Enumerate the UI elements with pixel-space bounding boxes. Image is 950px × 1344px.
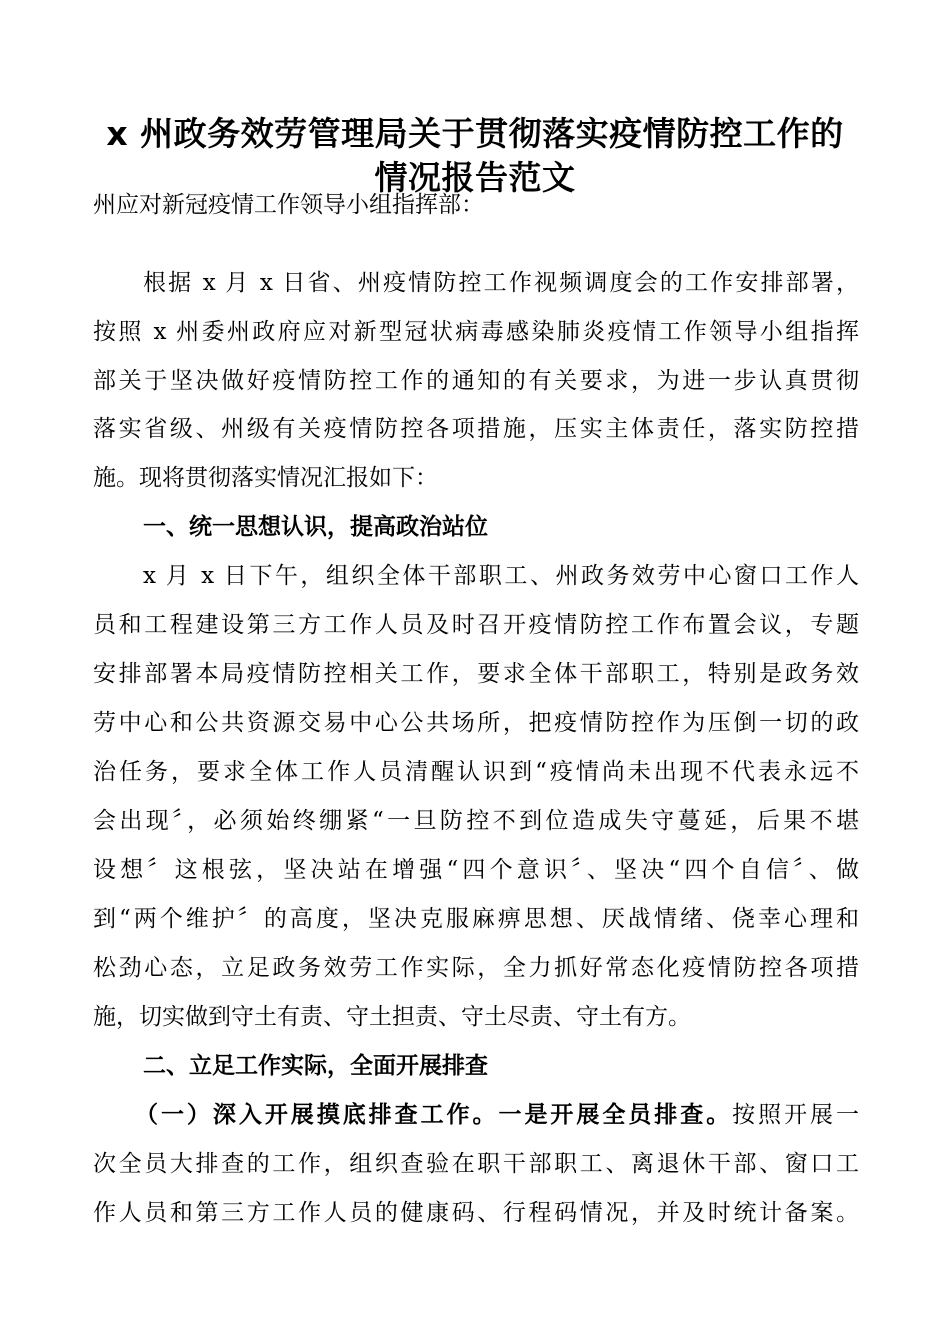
intro-line: 部关于坚决做好疫情防控工作的通知的有关要求，为进一步认真贯彻 [93, 368, 859, 394]
section-1-line: 松劲心态，立足政务效劳工作实际，全力抓好常态化疫情防控各项措 [93, 955, 859, 981]
intro-line: 落实省级、州级有关疫情防控各项措施，压实主体责任，落实防控措 [93, 416, 859, 442]
section-1-line: 会出现〞，必须始终绷紧“一旦防控不到位造成失守蔓延，后果不堪 [93, 808, 859, 834]
intro-line: 按照 x 州委州政府应对新型冠状病毒感染肺炎疫情工作领导小组指挥 [93, 319, 859, 345]
section-1-line: 治任务，要求全体工作人员清醒认识到“疫情尚未出现不代表永远不 [93, 759, 859, 785]
section-1-line: 员和工程建设第三方工作人员及时召开疫情防控工作布置会议，专题 [93, 612, 859, 638]
section-1-line: 劳中心和公共资源交易中心公共场所，把疫情防控作为压倒一切的政 [93, 710, 859, 736]
section-1-heading: 一、统一思想认识，提高政治站位 [143, 514, 488, 540]
section-1-line: x 月 x 日下午，组织全体干部职工、州政务效劳中心窗口工作人 [143, 563, 859, 589]
section-1-line: 施，切实做到守土有责、守土担责、守土尽责、守土有方。 [93, 1004, 691, 1030]
section-2-line: 作人员和第三方工作人员的健康码、行程码情况，并及时统计备案。 [93, 1200, 859, 1226]
subsection-1-heading: （一）深入开展摸底排查工作。 [135, 1102, 499, 1128]
section-1-line: 到“两个维护〞的高度，坚决克服麻痹思想、厌战情绪、侥幸心理和 [93, 906, 859, 932]
section-2-first-line [135, 1100, 859, 1130]
document-title-line-2: 情况报告范文 [374, 158, 576, 197]
salutation: 州应对新冠疫情工作领导小组指挥部： [93, 192, 484, 218]
section-1-line: 设想〞这根弦，坚决站在增强“四个意识〞、坚决“四个自信〞、做 [93, 857, 859, 883]
point-1-heading: 一是开展全员排查。 [498, 1102, 733, 1128]
point-1-text: 按照开展一 [732, 1102, 860, 1128]
intro-line: 施。现将贯彻落实情况汇报如下： [93, 465, 438, 491]
section-2-heading: 二、立足工作实际，全面开展排查 [143, 1053, 488, 1079]
intro-line: 根据 x 月 x 日省、州疫情防控工作视频调度会的工作安排部署， [143, 270, 859, 296]
section-1-line: 安排部署本局疫情防控相关工作，要求全体干部职工，特别是政务效 [93, 661, 859, 687]
section-2-line: 次全员大排查的工作，组织查验在职干部职工、离退休干部、窗口工 [93, 1151, 859, 1177]
document-title-line-1: x 州政务效劳管理局关于贯彻落实疫情防控工作的 [106, 114, 844, 153]
